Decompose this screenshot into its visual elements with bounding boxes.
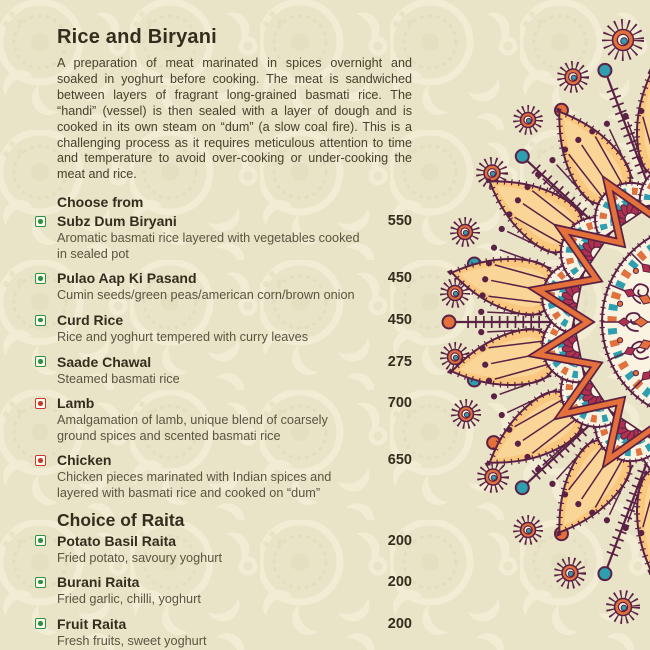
item-price: 450 bbox=[387, 270, 412, 287]
item-name: Lamb bbox=[57, 395, 95, 412]
item-price: 200 bbox=[387, 615, 412, 632]
item-name: Subz Dum Biryani bbox=[57, 213, 177, 230]
item-price: 550 bbox=[387, 213, 412, 230]
diet-icon bbox=[35, 398, 46, 409]
item-text bbox=[57, 452, 362, 501]
item-desc: Chicken pieces marinated with Indian spices and layered with basmati rice and cooked on “dum” bbox=[57, 470, 332, 500]
item-name: Saade Chawal bbox=[57, 353, 152, 370]
item-text bbox=[57, 533, 362, 567]
item-desc: Cumin seeds/green peas/american corn/brown onion bbox=[57, 288, 355, 303]
item-desc: Steamed basmati rice bbox=[57, 371, 180, 386]
menu-item bbox=[35, 452, 412, 501]
page-title: Rice and Biryani bbox=[57, 26, 217, 48]
item-text bbox=[57, 616, 362, 650]
item-name: Fruit Raita bbox=[57, 615, 127, 632]
menu-item bbox=[35, 533, 412, 567]
item-text bbox=[57, 270, 362, 304]
item-price: 450 bbox=[387, 312, 412, 329]
menu-item bbox=[35, 213, 412, 262]
item-desc: Rice and yoghurt tempered with curry leaves bbox=[57, 330, 309, 345]
menu-description: A preparation of meat marinated in spices overnight and soaked in yoghurt before cooking. The meat is sandwiched between layers of fragrant long-grained basmati rice. The “handi” (vessel) is then sealed with a layer of dough and is cooked in its own steam on “dum” (a slow coal fire). This is a challenging process as it requires meticulous attention to time and temperature to avoid over-cooking or under-cooking the meat and rice. bbox=[57, 56, 412, 182]
diet-icon bbox=[35, 455, 46, 466]
section-heading-choose-from: Choose from bbox=[57, 194, 144, 211]
menu-item bbox=[35, 395, 412, 444]
menu-item bbox=[35, 574, 412, 608]
diet-icon bbox=[35, 216, 46, 227]
item-text bbox=[57, 574, 362, 608]
menu-item bbox=[35, 354, 412, 388]
item-price: 275 bbox=[387, 353, 412, 370]
diet-icon bbox=[35, 273, 46, 284]
item-price: 700 bbox=[387, 395, 412, 412]
item-text bbox=[57, 213, 362, 262]
diet-icon bbox=[35, 618, 46, 629]
item-price: 200 bbox=[387, 574, 412, 591]
item-price: 650 bbox=[387, 452, 412, 469]
menu-item bbox=[35, 270, 412, 304]
menu-item bbox=[35, 616, 412, 650]
item-desc: Aromatic basmati rice layered with vegetables cooked in sealed pot bbox=[57, 231, 360, 261]
item-price: 200 bbox=[387, 532, 412, 549]
section-heading-choice-of-raita: Choice of Raita bbox=[57, 509, 185, 530]
item-name: Chicken bbox=[57, 452, 112, 469]
item-desc: Amalgamation of lamb, unique blend of coarsely ground spices and scented basmati rice bbox=[57, 413, 328, 443]
item-text bbox=[57, 395, 362, 444]
item-name: Potato Basil Raita bbox=[57, 532, 177, 549]
item-name: Curd Rice bbox=[57, 312, 124, 329]
menu-item bbox=[35, 312, 412, 346]
item-name: Pulao Aap Ki Pasand bbox=[57, 270, 197, 287]
diet-icon bbox=[35, 535, 46, 546]
item-text bbox=[57, 312, 362, 346]
item-text bbox=[57, 354, 362, 388]
diet-icon bbox=[35, 356, 46, 367]
diet-icon bbox=[35, 315, 46, 326]
item-name: Burani Raita bbox=[57, 574, 140, 591]
item-desc: Fried garlic, chilli, yoghurt bbox=[57, 592, 201, 607]
menu-column bbox=[35, 26, 412, 650]
diet-icon bbox=[35, 577, 46, 588]
item-desc: Fresh fruits, sweet yoghurt bbox=[57, 633, 207, 648]
item-desc: Fried potato, savoury yoghurt bbox=[57, 550, 223, 565]
